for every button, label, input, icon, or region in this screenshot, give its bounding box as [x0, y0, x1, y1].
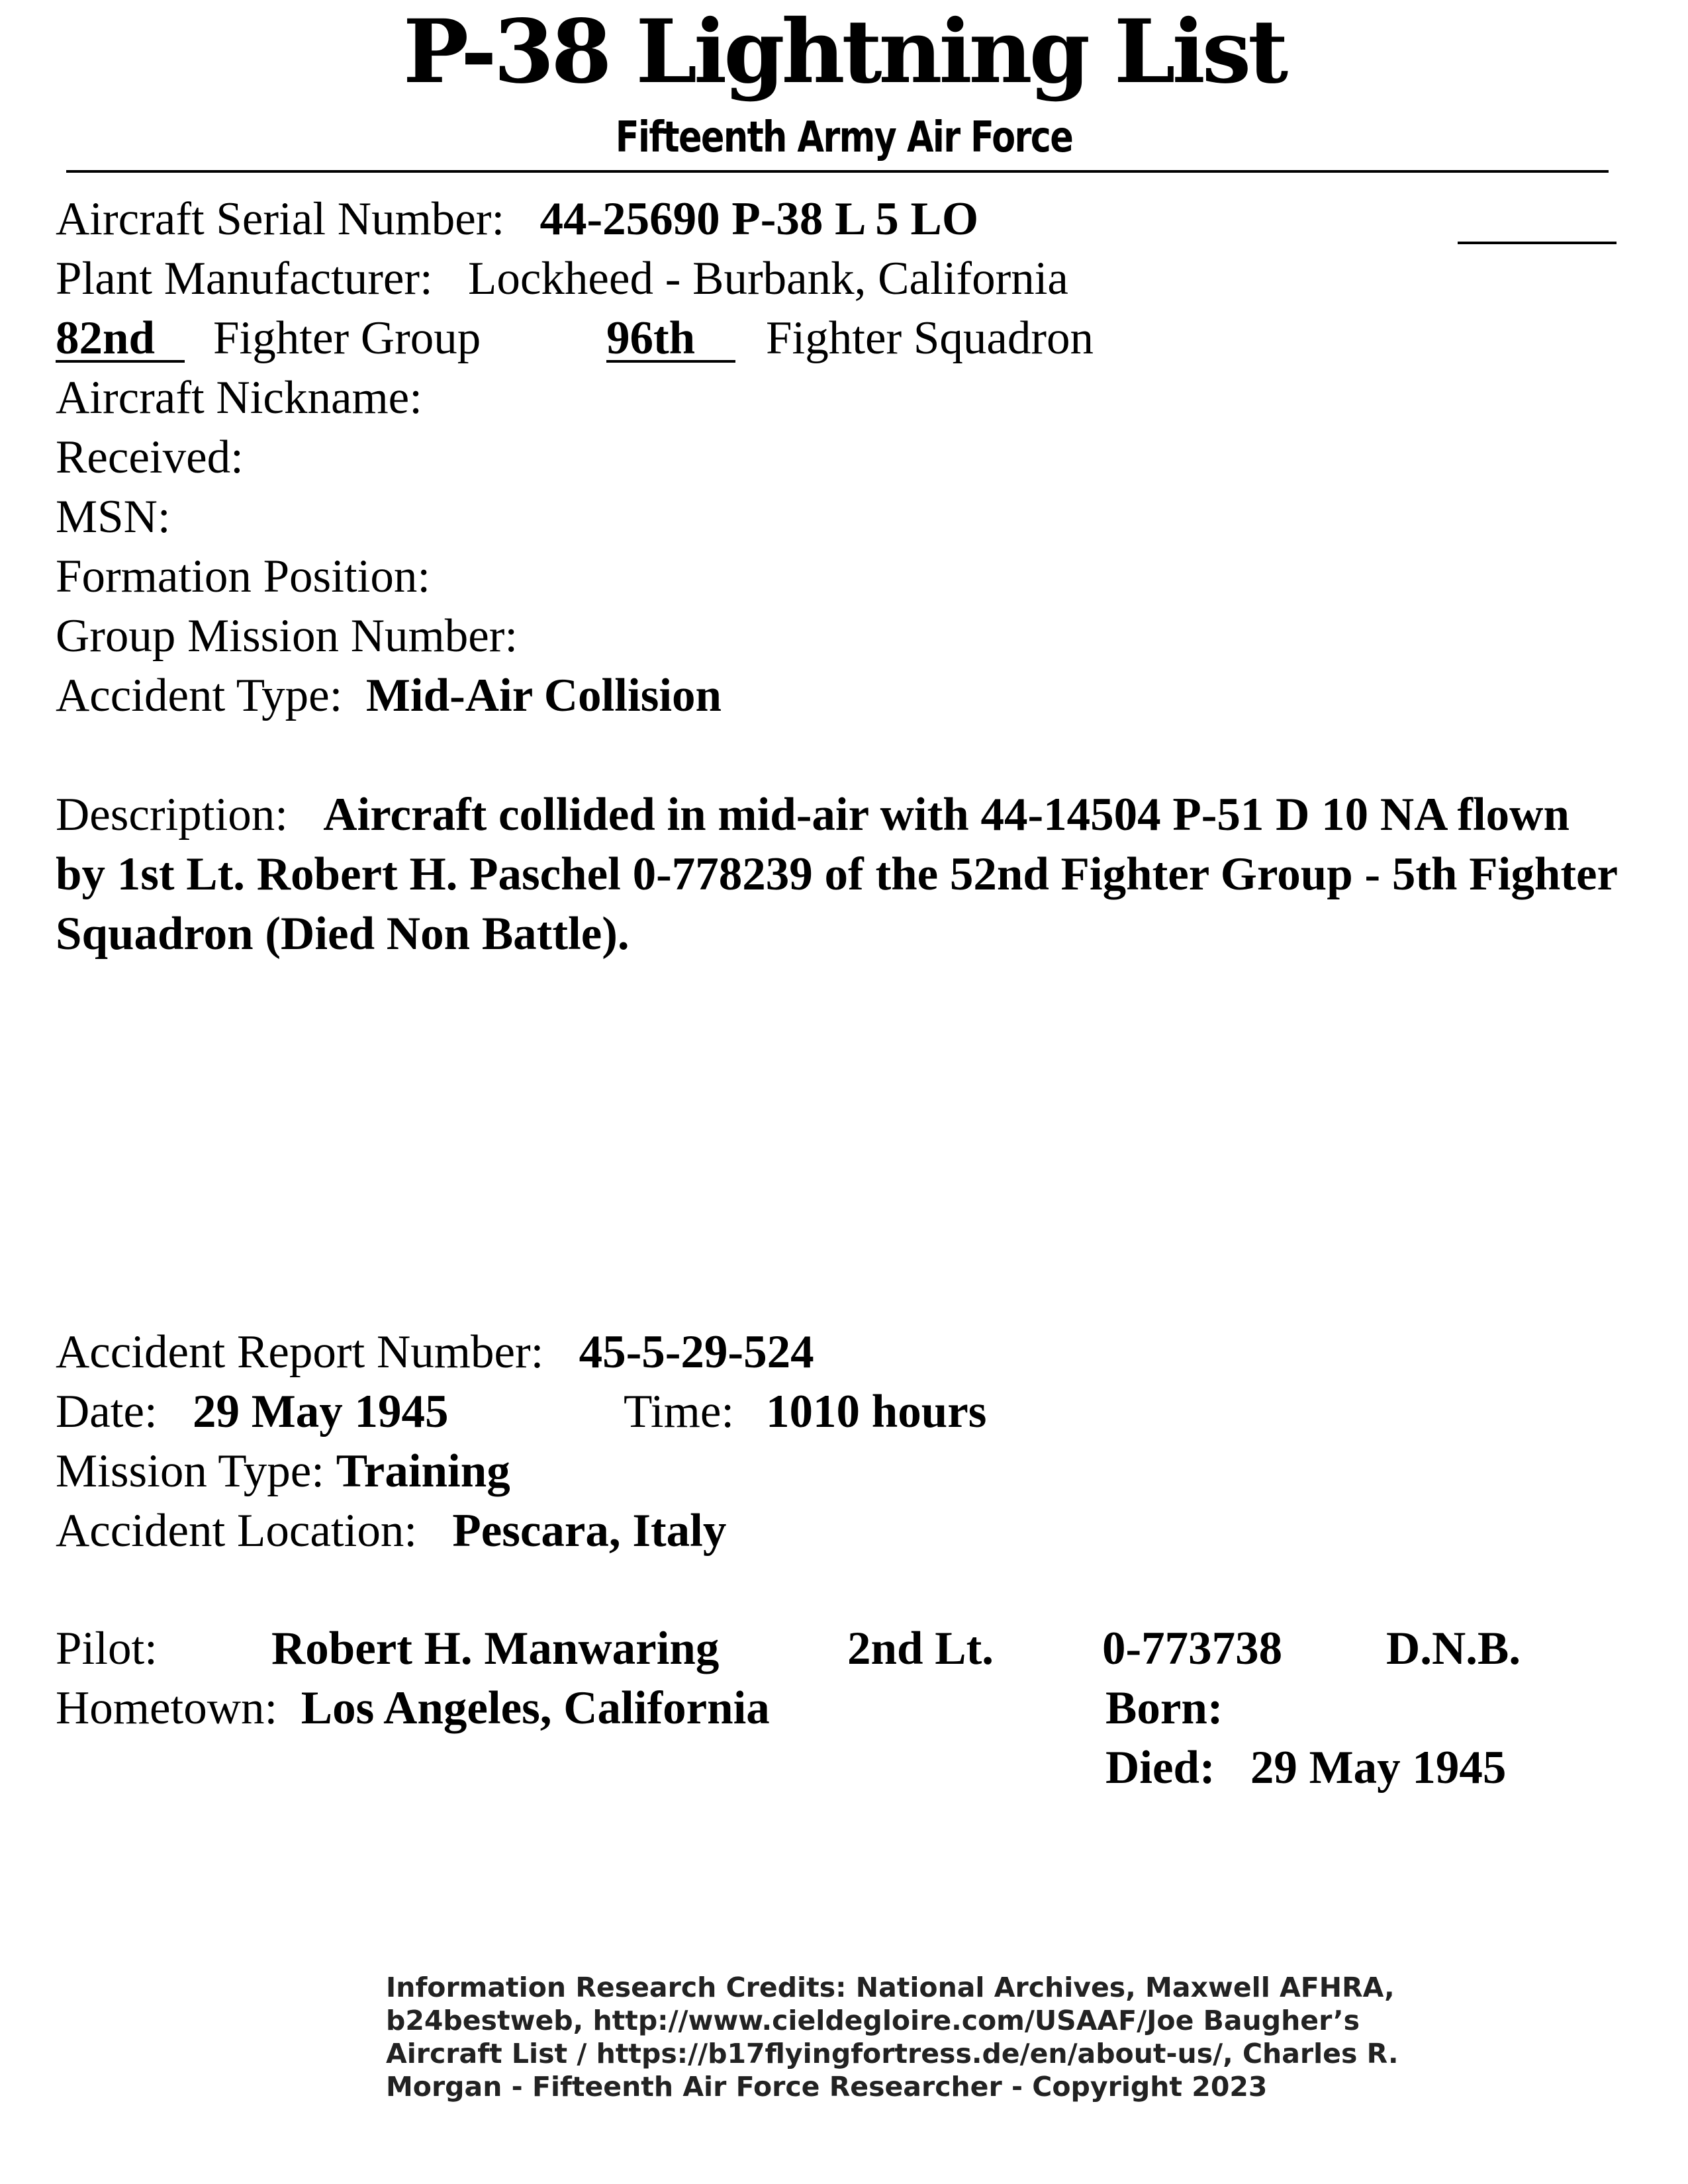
accident-location-label: Accident Location:	[56, 1505, 418, 1557]
blank-entry-line	[1458, 242, 1617, 244]
time-value: 1010 hours	[766, 1386, 987, 1437]
time-label: Time:	[624, 1386, 735, 1437]
mission-type-value: Training	[336, 1445, 510, 1497]
date-value: 29 May 1945	[193, 1386, 449, 1437]
died-label: Died:	[1105, 1742, 1215, 1794]
pilot-name: Robert H. Manwaring	[271, 1623, 720, 1674]
manufacturer-label: Plant Manufacturer:	[56, 253, 433, 304]
group-mission-number-label: Group Mission Number:	[56, 610, 518, 662]
description-block	[56, 785, 1618, 964]
serial-number-value: 44-25690 P-38 L 5 LO	[539, 193, 979, 245]
mission-type-label: Mission Type:	[56, 1445, 324, 1497]
formation-position-label: Formation Position:	[56, 551, 431, 602]
research-credits	[386, 1971, 1399, 2103]
header-divider	[66, 170, 1609, 173]
fighter-group-label: Fighter Group	[213, 312, 481, 364]
fighter-group-value: 82nd	[56, 316, 185, 363]
description-label: Description:	[56, 789, 288, 841]
report-number-value: 45-5-29-524	[579, 1326, 814, 1378]
mission-type-row	[56, 1441, 510, 1501]
serial-number-row	[56, 189, 978, 249]
credits-line: Aircraft List / https://b17flyingfortress.de/en/about-us/, Charles R.	[386, 2038, 1399, 2070]
hometown-value: Los Angeles, California	[301, 1682, 770, 1734]
pilot-status: D.N.B.	[1386, 1623, 1521, 1674]
date-label: Date:	[56, 1386, 158, 1437]
credits-line: Morgan - Fifteenth Air Force Researcher - Copyright 2023	[386, 2071, 1268, 2103]
fighter-squadron-value: 96th	[606, 316, 735, 363]
manufacturer-value: Lockheed - Burbank, California	[468, 253, 1068, 304]
nickname-label: Aircraft Nickname:	[56, 372, 422, 424]
pilot-row	[56, 1619, 1644, 1678]
received-label: Received:	[56, 432, 244, 483]
report-number-row	[56, 1322, 814, 1382]
report-number-label: Accident Report Number:	[56, 1326, 544, 1378]
accident-location-value: Pescara, Italy	[452, 1505, 727, 1557]
serial-number-label: Aircraft Serial Number:	[56, 193, 505, 245]
fighter-squadron-label: Fighter Squadron	[766, 312, 1094, 364]
page-title: P-38 Lightning List	[402, 1, 1286, 103]
date-time-row	[56, 1382, 1049, 1441]
hometown-label: Hometown:	[56, 1682, 278, 1734]
accident-location-row	[56, 1501, 726, 1561]
died-row	[1105, 1738, 1506, 1797]
credits-line: b24bestweb, http://www.cieldegloire.com/USAAF/Joe Baugher’s	[386, 2005, 1360, 2036]
group-row	[56, 308, 1094, 368]
manufacturer-row	[56, 249, 1068, 308]
description-text: Aircraft collided in mid-air with 44-14504 P-51 D 10 NA flown by 1st Lt. Robert H. Paschel 0-778239 of the 52nd Fighter Group - 5th Fighter Squadron (Died Non Battle).	[56, 789, 1617, 960]
page-subtitle: Fifteenth Army Air Force	[615, 113, 1073, 162]
hometown-row	[56, 1678, 1644, 1738]
died-value: 29 May 1945	[1250, 1742, 1507, 1794]
pilot-rank: 2nd Lt.	[847, 1623, 994, 1674]
credits-line: Information Research Credits: National Archives, Maxwell AFHRA,	[386, 1972, 1395, 2003]
msn-label: MSN:	[56, 491, 171, 543]
born-label: Born:	[1105, 1682, 1223, 1734]
accident-type-row	[56, 666, 722, 725]
pilot-serial: 0-773738	[1102, 1623, 1283, 1674]
accident-type-label: Accident Type:	[56, 670, 343, 721]
pilot-label: Pilot:	[56, 1623, 158, 1674]
accident-type-value: Mid-Air Collision	[365, 670, 722, 721]
